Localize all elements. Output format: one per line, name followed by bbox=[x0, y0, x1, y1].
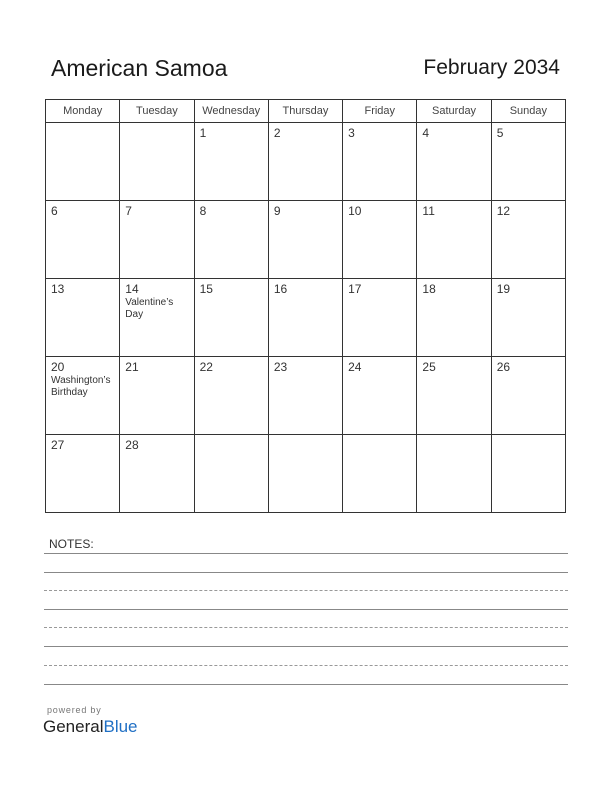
calendar-day-cell bbox=[120, 435, 194, 513]
weekday-header: Tuesday bbox=[120, 100, 194, 123]
day-number bbox=[343, 435, 416, 438]
weekday-header: Wednesday bbox=[194, 100, 268, 123]
calendar-day-cell bbox=[491, 201, 565, 279]
calendar-day-cell bbox=[194, 201, 268, 279]
calendar-month: February 2034 bbox=[423, 56, 560, 79]
logo-part-blue: Blue bbox=[103, 717, 138, 736]
day-number: 7 bbox=[125, 204, 132, 218]
weekday-header: Monday bbox=[46, 100, 120, 123]
day-number: 2 bbox=[273, 126, 281, 140]
calendar-day-cell bbox=[268, 201, 342, 279]
calendar-day-cell bbox=[268, 279, 342, 357]
day-number: 22 bbox=[199, 360, 213, 374]
day-number: 14 bbox=[125, 282, 139, 296]
day-number: 10 bbox=[348, 204, 362, 218]
calendar-day-cell bbox=[268, 435, 342, 513]
calendar-day-cell bbox=[268, 123, 342, 201]
day-number: 16 bbox=[273, 282, 288, 296]
day-number: 5 bbox=[496, 126, 504, 140]
calendar-day-cell bbox=[343, 123, 417, 201]
calendar-day-cell bbox=[417, 435, 491, 513]
day-number: 3 bbox=[348, 126, 355, 140]
weekday-header: Saturday bbox=[417, 100, 491, 123]
calendar-day-cell bbox=[417, 201, 491, 279]
weekday-header: Sunday bbox=[491, 100, 565, 123]
weekday-header-row bbox=[46, 100, 566, 123]
day-number: 13 bbox=[51, 282, 65, 296]
notes-line bbox=[44, 684, 568, 685]
calendar-day-cell bbox=[491, 279, 565, 357]
day-number bbox=[46, 123, 119, 126]
generalblue-logo bbox=[43, 717, 138, 737]
calendar-day-cell bbox=[343, 201, 417, 279]
day-number bbox=[417, 435, 490, 438]
calendar-week-row bbox=[46, 123, 566, 201]
notes-line bbox=[44, 590, 568, 591]
calendar-day-cell bbox=[46, 279, 120, 357]
day-number bbox=[120, 123, 193, 126]
day-number: 12 bbox=[496, 204, 511, 218]
calendar-day-cell bbox=[46, 435, 120, 513]
weekday-header: Thursday bbox=[268, 100, 342, 123]
calendar-title: American Samoa bbox=[51, 55, 228, 81]
day-number: 27 bbox=[51, 438, 65, 452]
calendar-week-row bbox=[46, 435, 566, 513]
day-number bbox=[269, 435, 342, 438]
day-number: 25 bbox=[422, 360, 436, 374]
day-number: 28 bbox=[125, 438, 139, 452]
day-number: 15 bbox=[199, 282, 213, 296]
calendar-day-cell bbox=[120, 279, 194, 357]
day-number: 23 bbox=[273, 360, 288, 374]
holiday-label: Washington’s Birthday bbox=[51, 375, 111, 398]
day-number: 8 bbox=[199, 204, 207, 218]
notes-line bbox=[44, 609, 568, 610]
powered-by-text: powered by bbox=[47, 705, 102, 715]
calendar-day-cell bbox=[120, 123, 194, 201]
day-number: 11 bbox=[422, 204, 435, 218]
calendar-day-cell bbox=[194, 357, 268, 435]
day-number bbox=[492, 435, 565, 438]
day-number: 9 bbox=[273, 204, 281, 218]
day-number: 17 bbox=[348, 282, 362, 296]
calendar-day-cell bbox=[46, 201, 120, 279]
calendar-week-row bbox=[46, 357, 566, 435]
day-number: 19 bbox=[496, 282, 511, 296]
calendar-day-cell bbox=[343, 279, 417, 357]
calendar-day-cell bbox=[120, 357, 194, 435]
calendar-day-cell bbox=[417, 123, 491, 201]
calendar-day-cell bbox=[343, 357, 417, 435]
day-number: 1 bbox=[199, 126, 207, 140]
day-number: 21 bbox=[125, 360, 139, 374]
calendar-grid bbox=[45, 99, 566, 513]
day-number: 18 bbox=[422, 282, 436, 296]
calendar-day-cell bbox=[194, 279, 268, 357]
calendar-day-cell bbox=[491, 123, 565, 201]
day-number: 26 bbox=[496, 360, 511, 374]
day-number: 4 bbox=[422, 126, 430, 140]
calendar-day-cell bbox=[343, 435, 417, 513]
calendar-day-cell bbox=[491, 435, 565, 513]
notes-line bbox=[44, 553, 568, 554]
calendar-day-cell bbox=[417, 357, 491, 435]
notes-line bbox=[44, 665, 568, 666]
day-number: 6 bbox=[51, 204, 58, 218]
logo-part-general: General bbox=[43, 717, 104, 736]
calendar-week-row bbox=[46, 279, 566, 357]
notes-line bbox=[44, 646, 568, 647]
notes-line bbox=[44, 627, 568, 628]
holiday-label: Valentine’s Day bbox=[125, 297, 174, 320]
calendar-day-cell bbox=[194, 435, 268, 513]
calendar-day-cell bbox=[120, 201, 194, 279]
calendar-day-cell bbox=[46, 123, 120, 201]
day-number: 20 bbox=[51, 360, 65, 374]
weekday-header: Friday bbox=[343, 100, 417, 123]
calendar-day-cell bbox=[268, 357, 342, 435]
calendar-day-cell bbox=[491, 357, 565, 435]
notes-label: NOTES: bbox=[49, 537, 94, 551]
calendar-day-cell bbox=[46, 357, 120, 435]
day-number bbox=[195, 435, 268, 438]
calendar-day-cell bbox=[194, 123, 268, 201]
calendar-day-cell bbox=[417, 279, 491, 357]
notes-line bbox=[44, 572, 568, 573]
calendar-week-row bbox=[46, 201, 566, 279]
day-number: 24 bbox=[348, 360, 362, 374]
